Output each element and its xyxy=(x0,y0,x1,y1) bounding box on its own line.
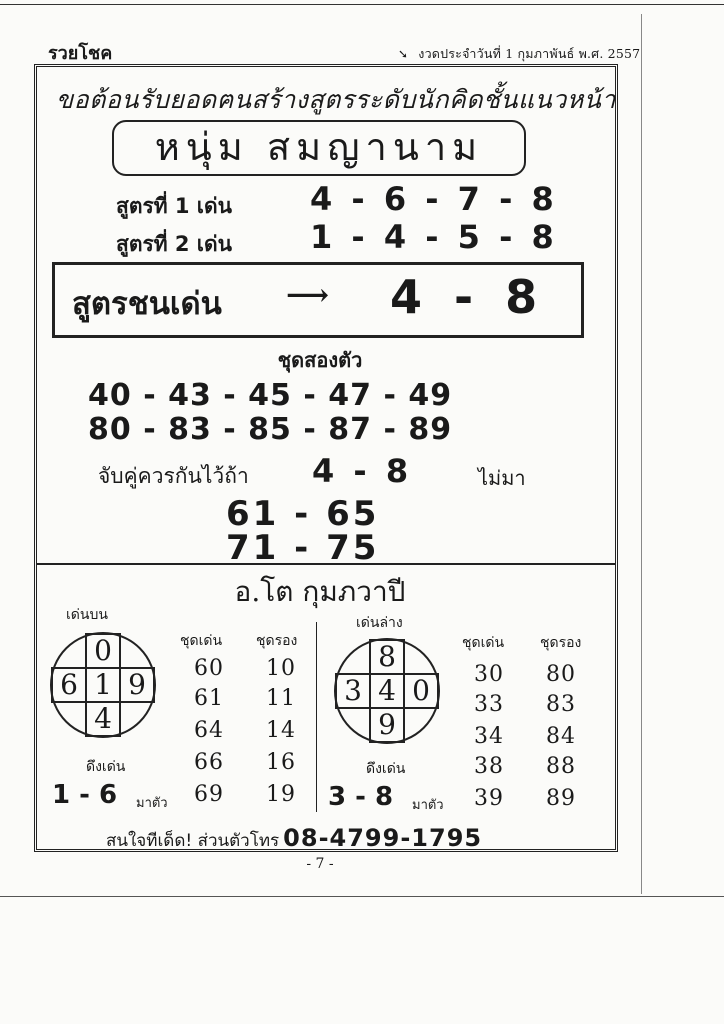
draw-date xyxy=(398,44,640,64)
lower-draw-value: 3 - 8 xyxy=(328,782,394,812)
contact-label: สนใจทีเด็ด! ส่วนตัวโทร xyxy=(106,831,280,851)
arrow-icon: ➘ xyxy=(398,47,409,61)
bottom-rule xyxy=(0,896,724,897)
upper-sub-5: 19 xyxy=(266,782,296,807)
lower-main-5: 39 xyxy=(474,786,504,811)
upper-main-2: 61 xyxy=(194,686,224,711)
lower-grid-top: 8 xyxy=(378,640,396,673)
page-edge-line xyxy=(641,14,642,894)
upper-main-1: 60 xyxy=(194,656,224,681)
match-value: 4 - 8 xyxy=(312,452,413,490)
pairs-row-1: 40 - 43 - 45 - 47 - 49 xyxy=(88,378,453,413)
lower-main-1: 30 xyxy=(474,662,504,687)
formula-2-label: สูตรที่ 2 เด่น xyxy=(116,232,232,256)
formula-1-label: สูตรที่ 1 เด่น xyxy=(116,194,232,218)
page-number: - 7 - xyxy=(306,856,334,872)
lower-draw-label: ดึงเด่น xyxy=(366,761,406,777)
lower-grid-left: 3 xyxy=(344,674,362,707)
upper-sub-3: 14 xyxy=(266,718,296,743)
lower-head-main: ชุดเด่น xyxy=(462,635,505,651)
top-rule xyxy=(0,4,724,5)
lower-title: เด่นล่าง xyxy=(356,615,403,631)
match-row-2: 71 - 75 xyxy=(226,528,380,568)
column-divider xyxy=(316,622,317,812)
lower-main-3: 34 xyxy=(474,724,504,749)
lower-main-4: 38 xyxy=(474,754,504,779)
publication-title: รวยโชค xyxy=(48,43,113,64)
upper-title: เด่นบน xyxy=(66,607,108,623)
contact-line xyxy=(106,824,482,854)
upper-main-5: 69 xyxy=(194,782,224,807)
formula-1-value: 4 - 6 - 7 - 8 xyxy=(310,180,558,218)
upper-number-circle xyxy=(48,630,158,740)
match-label: จับคู่ควรกันไว้ถ้า xyxy=(98,464,249,488)
upper-draw-label: ดึงเด่น xyxy=(86,759,126,775)
upper-grid-right: 9 xyxy=(128,668,146,701)
author-name-box: หนุ่ม สมญานาม xyxy=(112,120,526,176)
lower-grid-right: 0 xyxy=(412,674,430,707)
lower-sub-3: 84 xyxy=(546,724,576,749)
lower-head-sub: ชุดรอง xyxy=(540,635,582,651)
lower-sub-1: 80 xyxy=(546,662,576,687)
match-none-label: ไม่มา xyxy=(478,466,526,490)
upper-grid-center: 1 xyxy=(94,668,112,701)
right-arrow-icon: ⟶ xyxy=(286,278,330,313)
upper-draw-suffix: มาตัว xyxy=(136,796,168,811)
draw-date-text: งวดประจำวันที่ 1 กุมภาพันธ์ พ.ศ. 2557 xyxy=(418,46,641,61)
match-row-1: 61 - 65 xyxy=(226,494,380,534)
pairs-row-2: 80 - 83 - 85 - 87 - 89 xyxy=(88,412,453,447)
upper-sub-1: 10 xyxy=(266,656,296,681)
author-title: อ.โต กุมภวาปี xyxy=(234,575,406,608)
lower-grid-center: 4 xyxy=(378,674,396,707)
lower-sub-5: 89 xyxy=(546,786,576,811)
lower-draw-suffix: มาตัว xyxy=(412,798,444,813)
upper-head-main: ชุดเด่น xyxy=(180,633,223,649)
upper-grid-left: 6 xyxy=(60,668,78,701)
upper-main-3: 64 xyxy=(194,718,224,743)
lower-grid-bottom: 9 xyxy=(378,708,396,741)
lower-sub-4: 88 xyxy=(546,754,576,779)
upper-grid-bottom: 4 xyxy=(94,702,112,735)
upper-main-4: 66 xyxy=(194,750,224,775)
star-formula-value: 4 - 8 xyxy=(390,270,546,324)
lower-sub-2: 83 xyxy=(546,692,576,717)
lower-number-circle xyxy=(332,636,442,746)
upper-draw-value: 1 - 6 xyxy=(52,780,118,810)
upper-grid-top: 0 xyxy=(94,634,112,667)
formula-2-value: 1 - 4 - 5 - 8 xyxy=(310,218,558,256)
star-formula-label: สูตรชนเด่น xyxy=(72,286,222,322)
upper-sub-2: 11 xyxy=(266,686,296,711)
contact-phone: 08-4799-1795 xyxy=(283,824,483,852)
upper-sub-4: 16 xyxy=(266,750,296,775)
upper-head-sub: ชุดรอง xyxy=(256,633,298,649)
section-divider xyxy=(37,563,615,565)
pairs-title: ชุดสองตัว xyxy=(277,348,363,372)
welcome-banner: ขอต้อนรับยอดฅนสร้างสูตรระดับนักคิดชั้นแนวหน้า xyxy=(56,85,616,114)
lower-main-2: 33 xyxy=(474,692,504,717)
